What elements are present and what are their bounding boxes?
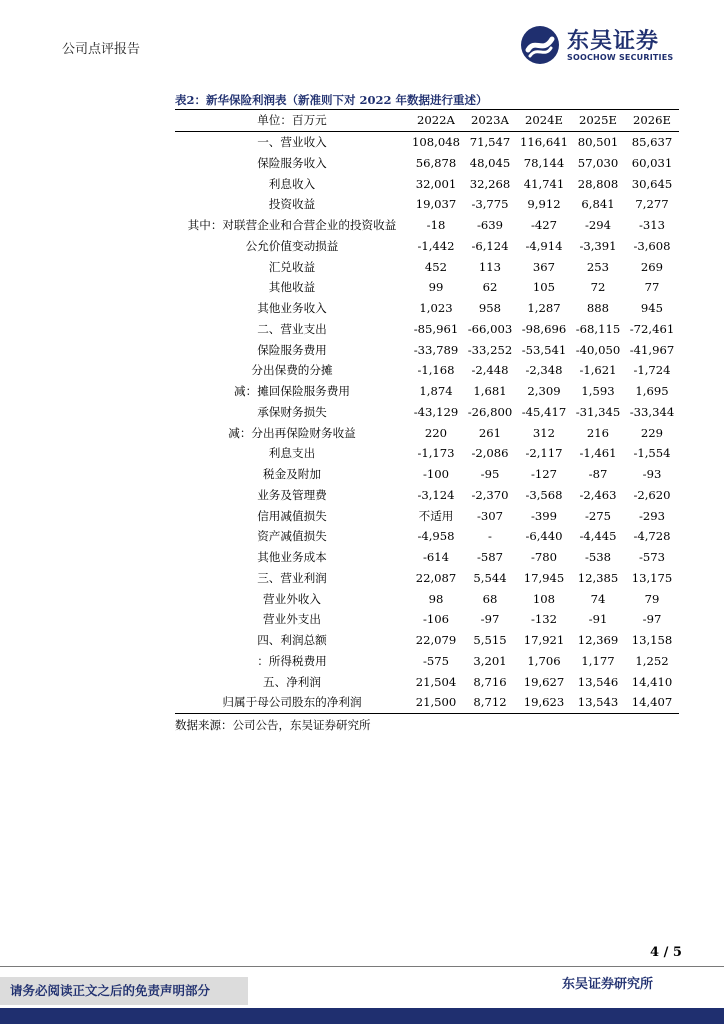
cell-value: 108,048 <box>412 135 460 150</box>
cell-value: 2026E <box>625 110 679 132</box>
table-row <box>175 173 679 194</box>
cell-value: 13,158 <box>631 633 673 648</box>
table-row <box>175 671 679 692</box>
report-type-label: 公司点评报告 <box>62 42 141 57</box>
table-row <box>175 131 679 152</box>
row-label: 业务及管理费 <box>257 487 327 502</box>
row-label: 营业外收入 <box>263 591 321 606</box>
cell-value: -100 <box>422 467 450 482</box>
cell-value: -53,541 <box>521 342 567 357</box>
cell-value: -3,568 <box>525 487 563 502</box>
table-row <box>175 236 679 257</box>
cell-value: -3,608 <box>633 238 671 253</box>
cell-value: 2025E <box>571 110 625 132</box>
table-row <box>175 298 679 319</box>
page-number: 4 / 5 <box>650 945 682 960</box>
cell-value: 57,030 <box>577 155 619 170</box>
cell-value: -18 <box>426 218 446 233</box>
row-label: 利息收入 <box>268 176 316 191</box>
cell-value: -3,391 <box>579 238 617 253</box>
cell-value: -587 <box>476 550 504 565</box>
row-label: 归属于母公司股东的净利润 <box>175 692 409 713</box>
cell-value: -294 <box>584 218 612 233</box>
cell-value: 19,037 <box>415 197 457 212</box>
table-title: 表2：新华保险利润表（新准则下对 2022 年数据进行重述） <box>175 93 488 107</box>
cell-value: -97 <box>642 612 662 627</box>
cell-value: 74 <box>590 591 606 606</box>
table-row <box>175 464 679 485</box>
cell-value: -33,789 <box>413 342 459 357</box>
cell-value: 216 <box>586 425 610 440</box>
cell-value: -427 <box>530 218 558 233</box>
cell-value: 1,252 <box>635 653 669 668</box>
cell-value: -2,448 <box>471 363 509 378</box>
row-label: 承保财务损失 <box>257 404 327 419</box>
cell-value: 105 <box>532 280 556 295</box>
cell-value: -1,554 <box>633 446 671 461</box>
cell-value: 229 <box>640 425 664 440</box>
row-label: 信用减值损失 <box>257 508 327 523</box>
cell-value: -6,440 <box>525 529 563 544</box>
cell-value: 253 <box>586 259 610 274</box>
table-row <box>175 485 679 506</box>
cell-value: 1,706 <box>527 653 561 668</box>
cell-value: 8,712 <box>463 692 517 713</box>
cell-value: 2,309 <box>527 384 561 399</box>
cell-value: 28,808 <box>577 176 619 191</box>
cell-value: 19,627 <box>523 674 565 689</box>
cell-value: -2,117 <box>525 446 563 461</box>
cell-value: -1,724 <box>633 363 671 378</box>
row-label: ：所得税费用 <box>257 653 327 668</box>
row-label: 公允价值变动损益 <box>245 238 339 253</box>
cell-value: -106 <box>422 612 450 627</box>
row-label: 二、营业支出 <box>257 321 327 336</box>
cell-value: 269 <box>640 259 664 274</box>
row-label: 汇兑收益 <box>268 259 316 274</box>
cell-value: -33,252 <box>467 342 513 357</box>
table-row <box>175 692 679 713</box>
row-label: 税金及附加 <box>263 467 321 482</box>
cell-value: 14,407 <box>625 692 679 713</box>
cell-value: -2,370 <box>471 487 509 502</box>
cell-value: -639 <box>476 218 504 233</box>
cell-value: 17,945 <box>523 570 565 585</box>
table-row <box>175 194 679 215</box>
cell-value: -98,696 <box>521 321 567 336</box>
table-row <box>175 215 679 236</box>
cell-value: 22,079 <box>415 633 457 648</box>
cell-value: - <box>488 529 492 544</box>
footer-divider <box>0 966 724 967</box>
cell-value: -575 <box>422 653 450 668</box>
cell-value: -1,168 <box>417 363 455 378</box>
table-row <box>175 339 679 360</box>
table-row <box>175 277 679 298</box>
cell-value: 13,546 <box>577 674 619 689</box>
cell-value: 1,593 <box>581 384 615 399</box>
table-row <box>175 256 679 277</box>
cell-value: -2,348 <box>525 363 563 378</box>
row-label: 保险服务费用 <box>257 342 327 357</box>
cell-value: -72,461 <box>629 321 675 336</box>
footer-disclaimer: 请务必阅读正文之后的免责声明部分 <box>0 977 248 1005</box>
table-row <box>175 526 679 547</box>
cell-value: -1,461 <box>579 446 617 461</box>
cell-value: -33,344 <box>629 404 675 419</box>
cell-value: 1,023 <box>419 301 453 316</box>
cell-value: 62 <box>482 280 498 295</box>
table-row <box>175 651 679 672</box>
cell-value: 1,874 <box>419 384 453 399</box>
cell-value: 79 <box>644 591 660 606</box>
cell-value: 1,681 <box>473 384 507 399</box>
cell-value: -4,728 <box>633 529 671 544</box>
table-row <box>175 360 679 381</box>
cell-value: 12,385 <box>577 570 619 585</box>
cell-value: 80,501 <box>577 135 619 150</box>
cell-value: -4,914 <box>525 238 563 253</box>
row-label: 减：分出再保险财务收益 <box>228 425 356 440</box>
data-source-note: 数据来源：公司公告，东吴证券研究所 <box>175 718 371 732</box>
table-row <box>175 319 679 340</box>
cell-value: -3,124 <box>417 487 455 502</box>
cell-value: 6,841 <box>581 197 615 212</box>
cell-value: -2,620 <box>633 487 671 502</box>
row-label: 保险服务收入 <box>257 155 327 170</box>
cell-value: 1,177 <box>581 653 615 668</box>
cell-value: -3,775 <box>471 197 509 212</box>
cell-value: -43,129 <box>413 404 459 419</box>
cell-value: -399 <box>530 508 558 523</box>
row-label: 其他业务成本 <box>257 550 327 565</box>
cell-value: 21,500 <box>409 692 463 713</box>
cell-value: 945 <box>640 301 664 316</box>
cell-value: -95 <box>480 467 500 482</box>
cell-value: 452 <box>424 259 448 274</box>
income-statement-table <box>175 109 679 714</box>
soochow-logo-icon <box>519 24 561 66</box>
cell-value: 68 <box>482 591 498 606</box>
cell-value: -614 <box>422 550 450 565</box>
cell-value: 78,144 <box>523 155 565 170</box>
cell-value: 312 <box>532 425 556 440</box>
cell-value: 85,637 <box>631 135 673 150</box>
cell-value: -573 <box>638 550 666 565</box>
cell-value: 19,623 <box>517 692 571 713</box>
cell-value: -40,050 <box>575 342 621 357</box>
cell-value: -6,124 <box>471 238 509 253</box>
cell-value: -45,417 <box>521 404 567 419</box>
cell-value: 32,268 <box>469 176 511 191</box>
cell-value: -538 <box>584 550 612 565</box>
row-label: 投资收益 <box>268 197 316 212</box>
table-row <box>175 630 679 651</box>
cell-value: -91 <box>588 612 608 627</box>
cell-value: -85,961 <box>413 321 459 336</box>
cell-value: 60,031 <box>631 155 673 170</box>
cell-value: 1,695 <box>635 384 669 399</box>
cell-value: -87 <box>588 467 608 482</box>
table-row <box>175 153 679 174</box>
cell-value: -68,115 <box>575 321 621 336</box>
row-label: 营业外支出 <box>263 612 321 627</box>
cell-value: -780 <box>530 550 558 565</box>
cell-value: -31,345 <box>575 404 621 419</box>
company-logo <box>519 24 679 68</box>
cell-value: 5,544 <box>473 570 507 585</box>
row-label: 三、营业利润 <box>257 570 327 585</box>
table-row <box>175 547 679 568</box>
cell-value: -1,621 <box>579 363 617 378</box>
cell-value: -2,463 <box>579 487 617 502</box>
logo-name-cn: 东吴证券 <box>567 29 660 54</box>
cell-value: -41,967 <box>629 342 675 357</box>
cell-value: 13,543 <box>571 692 625 713</box>
cell-value: 2022A <box>409 110 463 132</box>
row-label: 利息支出 <box>268 446 316 461</box>
cell-value: -293 <box>638 508 666 523</box>
table-row <box>175 381 679 402</box>
cell-value: 32,001 <box>415 176 457 191</box>
cell-value: -307 <box>476 508 504 523</box>
table-row <box>175 588 679 609</box>
cell-value: 不适用 <box>418 508 454 523</box>
cell-value: 99 <box>428 280 444 295</box>
cell-value: -4,445 <box>579 529 617 544</box>
cell-value: 888 <box>586 301 610 316</box>
cell-value: 98 <box>428 591 444 606</box>
table-row <box>175 609 679 630</box>
cell-value: 113 <box>478 259 502 274</box>
cell-value: 14,410 <box>631 674 673 689</box>
cell-value: 30,645 <box>631 176 673 191</box>
table-row <box>175 568 679 589</box>
row-label: 其中：对联营企业和合营企业的投资收益 <box>187 218 397 233</box>
row-label: 一、营业收入 <box>257 135 327 150</box>
cell-value: 13,175 <box>631 570 673 585</box>
cell-value: -132 <box>530 612 558 627</box>
row-label: 其他业务收入 <box>257 301 327 316</box>
cell-value: 2024E <box>517 110 571 132</box>
cell-value: 41,741 <box>523 176 565 191</box>
cell-value: 72 <box>590 280 606 295</box>
table-row <box>175 443 679 464</box>
cell-value: -4,958 <box>417 529 455 544</box>
table-row <box>175 505 679 526</box>
cell-value: 116,641 <box>520 135 568 150</box>
cell-value: 367 <box>532 259 556 274</box>
row-label: 其他收益 <box>268 280 316 295</box>
logo-name-en: SOOCHOW SECURITIES <box>567 53 674 62</box>
cell-value: 8,716 <box>473 674 507 689</box>
row-label: 资产减值损失 <box>257 529 327 544</box>
cell-value: 22,087 <box>415 570 457 585</box>
cell-value: 2023A <box>463 110 517 132</box>
cell-value: 12,369 <box>577 633 619 648</box>
row-label: 单位：百万元 <box>175 110 409 132</box>
table-row <box>175 402 679 423</box>
table-header-row <box>175 110 679 132</box>
cell-value: 9,912 <box>527 197 561 212</box>
cell-value: -1,173 <box>417 446 455 461</box>
cell-value: -127 <box>530 467 558 482</box>
cell-value: 958 <box>478 301 502 316</box>
cell-value: 261 <box>478 425 502 440</box>
cell-value: 71,547 <box>469 135 511 150</box>
cell-value: -66,003 <box>467 321 513 336</box>
cell-value: 7,277 <box>635 197 669 212</box>
cell-value: 220 <box>424 425 448 440</box>
cell-value: -275 <box>584 508 612 523</box>
cell-value: 108 <box>532 591 556 606</box>
footer-institute: 东吴证券研究所 <box>562 977 654 992</box>
cell-value: -313 <box>638 218 666 233</box>
cell-value: -2,086 <box>471 446 509 461</box>
cell-value: 48,045 <box>469 155 511 170</box>
cell-value: 56,878 <box>415 155 457 170</box>
row-label: 五、净利润 <box>263 674 321 689</box>
cell-value: 3,201 <box>473 653 507 668</box>
row-label: 减：摊回保险服务费用 <box>234 384 350 399</box>
cell-value: 5,515 <box>473 633 507 648</box>
footer-bar <box>0 1008 724 1024</box>
row-label: 分出保费的分摊 <box>251 363 333 378</box>
cell-value: -97 <box>480 612 500 627</box>
cell-value: 1,287 <box>527 301 561 316</box>
cell-value: 17,921 <box>523 633 565 648</box>
cell-value: 21,504 <box>415 674 457 689</box>
cell-value: 77 <box>644 280 660 295</box>
cell-value: -26,800 <box>467 404 513 419</box>
table-row <box>175 422 679 443</box>
cell-value: -1,442 <box>417 238 455 253</box>
cell-value: -93 <box>642 467 662 482</box>
row-label: 四、利润总额 <box>257 633 327 648</box>
